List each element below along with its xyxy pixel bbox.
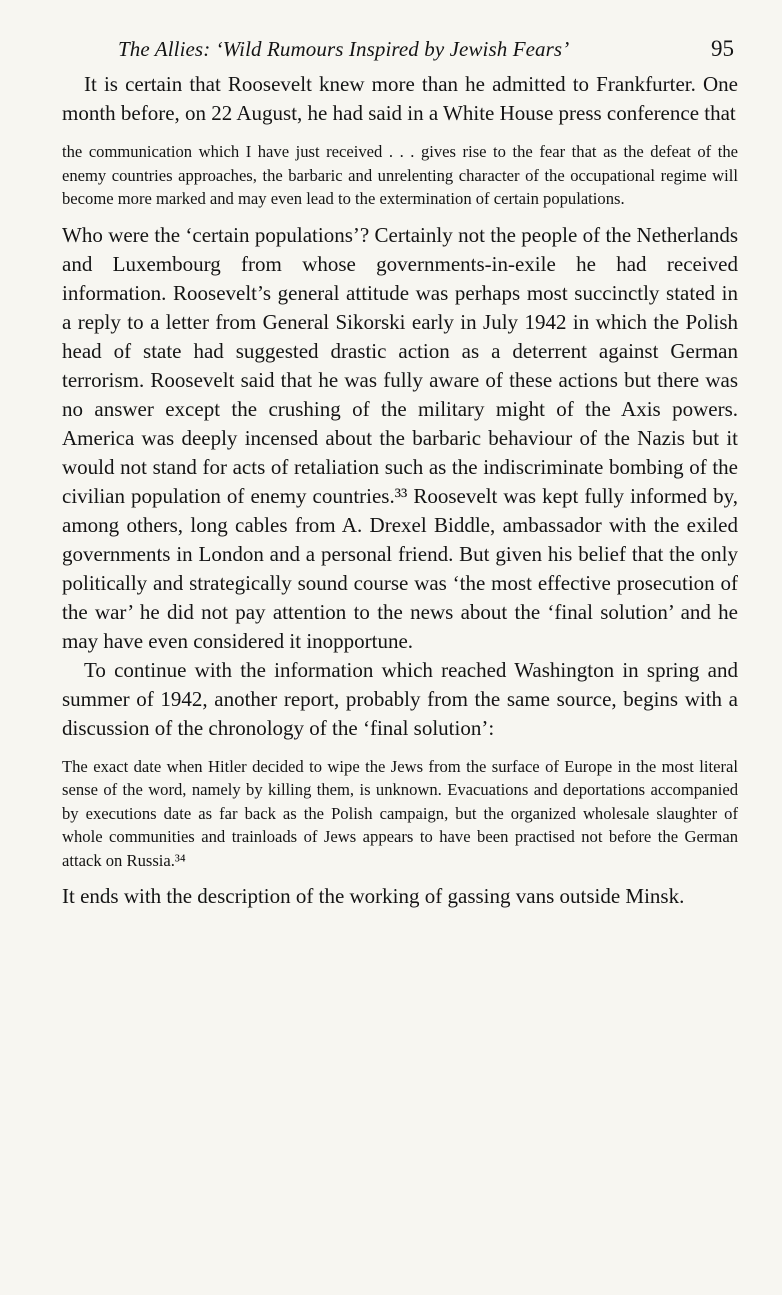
- book-page: [62, 36, 738, 911]
- paragraph-1: It is certain that Roosevelt knew more than he admitted to Frankfurter. One month before, on 22 August, he had said in a White House press conference that: [62, 72, 738, 125]
- page-number: 95: [711, 36, 734, 61]
- block-quote-1: the communication which I have just received . . . gives rise to the fear that as the defeat of the enemy countries approaches, the barbaric and unrelenting character of the occupational regime will become more marked and may even lead to the extermination of certain populations.: [62, 142, 738, 208]
- paragraph-2: Who were the ‘certain populations’? Certainly not the people of the Netherlands and Luxembourg from whose governments-in-exile he had received information. Roosevelt’s general attitude was perhaps most succinctly stated in a reply to a letter from General Sikorski early in July 1942 in which the Polish head of state had suggested drastic action as a deterrent against German terrorism. Roosevelt said that he was fully aware of these actions but there was no answer except the crushing of the military might of the Axis powers. America was deeply incensed about the barbaric behaviour of the Nazis but it would not stand for acts of retaliation such as the indiscriminate bombing of the civilian population of enemy countries.³³ Roosevelt was kept fully informed by, among others, long cables from A. Drexel Biddle, ambassador with the exiled governments in London and a personal friend. But given his belief that the only politically and strategically sound course was ‘the most effective prosecution of the war’ he did not pay attention to the news about the ‘final solution’ and he may have even considered it inopportune.: [62, 222, 738, 653]
- running-title: The Allies: ‘Wild Rumours Inspired by Jewish Fears’: [118, 37, 570, 61]
- paragraph-4: It ends with the description of the working of gassing vans outside Minsk.: [62, 884, 685, 908]
- paragraph-3: To continue with the information which reached Washington in spring and summer of 1942, another report, probably from the same source, begins with a discussion of the chronology of the ‘final solution’:: [62, 657, 738, 740]
- running-head: [118, 36, 734, 70]
- block-quote-2: The exact date when Hitler decided to wipe the Jews from the surface of Europe in the most literal sense of the word, namely by killing them, is unknown. Evacuations and deportations accompanied by executions date as far back as the Polish campaign, but the organized wholesale slaughter of whole communities and trainloads of Jews appears to have been practised not before the German attack on Russia.³⁴: [62, 756, 738, 870]
